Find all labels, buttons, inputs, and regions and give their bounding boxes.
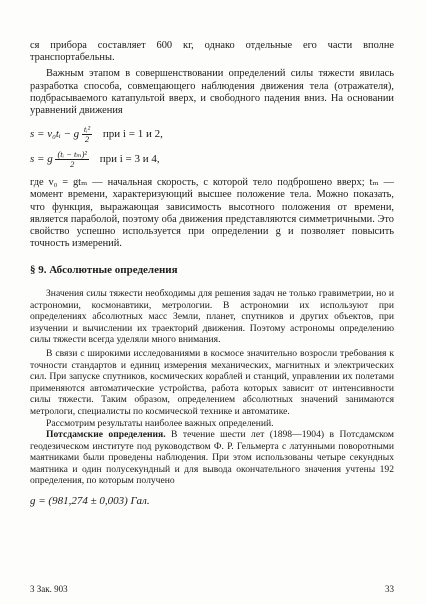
equation-2-lhs: s = g xyxy=(30,153,53,166)
page-number: 33 xyxy=(385,584,394,594)
paragraph-continuation: ся прибора составляет 600 кг, однако отдельные его части вполне транспортабельны. xyxy=(30,40,394,64)
equation-1-condition: при i = 1 и 2, xyxy=(102,128,163,141)
paragraph-potsdam xyxy=(30,429,394,486)
equation-downward-motion xyxy=(30,150,394,169)
potsdam-result-formula: g = (981,274 ± 0,003) Гал. xyxy=(30,495,150,508)
equation-1-lhs: s = v₀tᵢ − g xyxy=(30,128,80,141)
paragraph-symmetry: где v₀ = gtₘ — начальная скорость, с которой тело подброшено вверх; tₘ — момент времени, характеризующий высшее положение тела. Можно показать, что функция, выражающая зависимость высотного положения от времени, является параболой, поэтому оба движения представляются симметричными. Это свойство успешно используется при определении g и позволяет повысить точность измерений. xyxy=(30,177,394,250)
equation-2-fraction xyxy=(55,150,88,169)
equation-1-denominator: 2 xyxy=(84,134,90,145)
page-body xyxy=(30,40,394,508)
paragraph-applications: Значения силы тяжести необходимы для решения задач не только гравиметрии, но и астрономии, космонавтики, метрологии. В астрономии их используют при определениях абсолютных масс Земли, планет, спутников и других объектов, при изучении и вычислении их траекторий движения. Поэтому астрономы определению силы тяжести всегда уделяли много внимания. xyxy=(30,288,394,346)
print-signature: 3 Зак. 903 xyxy=(30,584,68,594)
equation-2-denominator: 2 xyxy=(70,159,75,170)
paragraph-space-research: В связи с широкими исследованиями в космосе значительно возросли требования к точности стандартов и единиц измерения механических, магнитных и электрических сил. При запуске спутников, космических кораблей и станций, управлении их полетами применяются автоматические устройства, работа которых зависит от интенсивности силы тяжести. Таким образом, определением абсолютных значений занимаются метрологи, специалисты по космической технике и автоматике. xyxy=(30,348,394,417)
equation-2-condition: при i = 3 и 4, xyxy=(99,153,160,166)
paragraph-review-intro: Рассмотрим результаты наиболее важных определений. xyxy=(46,417,274,429)
potsdam-text: В течение шести лет (1898—1904) в Потсдамском геодезическом институте под руководством Ф. Р. Гельмерта с латунными поворотными маятниками были проведены наблюдения. При этом использованы четыре секундных маятника и один полусекундный и для вывода окончательного значения учтены 192 определения, по которым получено xyxy=(30,429,394,486)
paragraph-catapult-method: Важным этапом в совершенствовании определений силы тяжести явилась разработка способа, совмещающего наблюдения движения тела (отражателя), подбрасываемого катапультой вверх, и свободного падения вниз. На основании уравнений движения xyxy=(30,68,394,117)
equation-upward-motion xyxy=(30,125,394,144)
potsdam-run-in-heading: Потсдамские определения. xyxy=(46,429,166,441)
equation-1-fraction xyxy=(82,125,92,144)
equation-2-numerator: (tᵢ − tₘ)² xyxy=(57,149,87,160)
equation-1-numerator: tᵢ² xyxy=(83,124,91,135)
section-heading: § 9. Абсолютные определения xyxy=(30,264,178,277)
